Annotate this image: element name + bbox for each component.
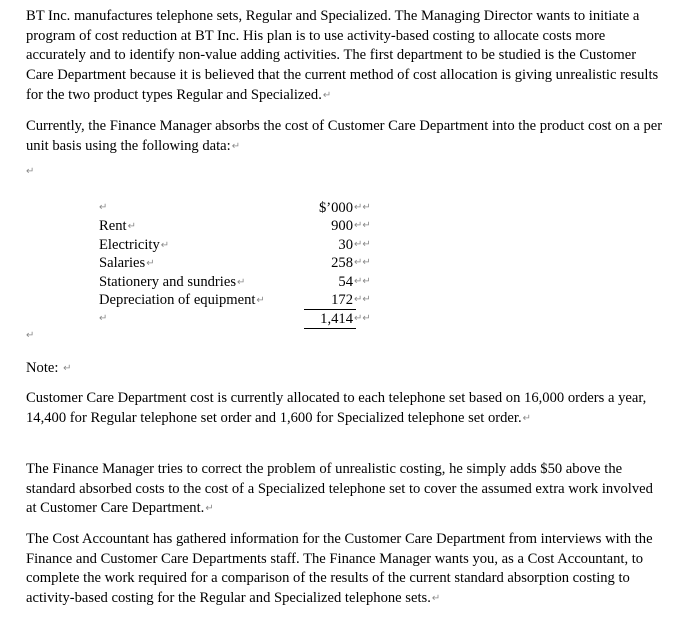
cell-end-mark-icon: ↵↵ — [354, 275, 371, 287]
cell-end-mark-icon: ↵↵ — [354, 220, 371, 231]
paragraph-mark-icon: ↵ — [99, 202, 108, 213]
adjustment-paragraph — [26, 460, 666, 519]
paragraph-mark-icon: ↵ — [160, 239, 170, 251]
paragraph-mark-icon: ↵ — [127, 221, 136, 232]
cell-end-mark-icon: ↵↵ — [354, 257, 371, 268]
row-label: Salaries↵ — [99, 255, 155, 271]
row-value: 900 — [331, 218, 353, 234]
row-label: Stationery and sundries↵ — [99, 273, 246, 290]
intro-text: BT Inc. manufactures telephone sets, Regular and Specialized. The Managing Director wants to initiate a program of cost reduction at BT Inc. His plan is to use activity-based costing to allocate costs more accurately and to identify non-value adding activities. The first department to be studied is the Customer Care Department because it is believed that the current method of cost allocation is giving unrealistic results for the two product types Regular and Specialized. — [26, 8, 659, 103]
row-label: Depreciation of equipment↵ — [99, 292, 265, 308]
intro-paragraph — [26, 7, 666, 106]
paragraph-mark-icon: ↵ — [522, 412, 532, 424]
total-underline — [304, 328, 356, 329]
task-text: The Cost Accountant has gathered information for the Customer Care Department from interviews with the Finance and Customer Care Departments staff. The Finance Manager wants you, as a Cost Accountant, to complete the work required for a comparison of the results of the current standard absorption costing to activity-based costing for the Regular and Specialized telephone sets. — [26, 531, 653, 607]
paragraph-mark-icon: ↵ — [205, 503, 214, 515]
paragraph-mark-icon: ↵ — [146, 258, 155, 269]
cell-end-mark-icon: ↵↵ — [354, 238, 371, 250]
note-text: Note: — [26, 360, 63, 376]
allocation-paragraph — [26, 389, 666, 428]
allocation-text: Customer Care Department cost is currently allocated to each telephone set based on 16,000 orders a year, 14,400 for Regular telephone set order and 1,600 for Specialized telephone set order. — [26, 390, 647, 426]
row-value: 258 — [331, 255, 353, 271]
table-row — [0, 254, 683, 273]
paragraph-mark-icon: ↵ — [26, 330, 35, 341]
table-row — [0, 291, 683, 310]
row-label: Electricity↵ — [99, 236, 170, 253]
row-value: 172 — [331, 292, 353, 308]
total-value: 1,414 — [320, 311, 353, 327]
row-value: 54 — [338, 273, 353, 290]
paragraph-mark-icon: ↵ — [431, 593, 441, 605]
column-header: $’000 — [318, 200, 353, 216]
table-row — [0, 217, 683, 236]
table-row — [0, 236, 683, 255]
paragraph-mark-icon: ↵ — [256, 295, 265, 306]
cell-end-mark-icon: ↵↵ — [354, 294, 371, 305]
cell-end-mark-icon: ↵↵ — [354, 313, 371, 324]
paragraph-mark-icon: ↵ — [322, 89, 332, 101]
paragraph-mark-icon: ↵ — [26, 166, 35, 177]
table-row — [0, 273, 683, 292]
paragraph-mark-icon: ↵ — [63, 363, 72, 374]
paragraph-mark-icon: ↵ — [231, 140, 241, 152]
paragraph-mark-icon: ↵ — [99, 313, 108, 324]
table-header-row — [0, 199, 683, 218]
row-label: Rent↵ — [99, 218, 136, 234]
cell-end-mark-icon: ↵↵ — [354, 202, 371, 213]
task-paragraph — [26, 530, 666, 609]
table-total-row — [0, 310, 683, 329]
note-heading — [26, 359, 666, 379]
paragraph-mark-icon: ↵ — [237, 276, 246, 288]
row-value: 30 — [338, 236, 353, 253]
method-paragraph — [26, 117, 666, 156]
method-text: Currently, the Finance Manager absorbs the cost of Customer Care Department into the product cost on a per unit basis using the following data: — [26, 118, 663, 154]
adjustment-text: The Finance Manager tries to correct the problem of unrealistic costing, he simply adds $50 above the standard absorbed costs to the cost of a Specialized telephone set to cover the assumed extra work involved at Customer Care Department. — [26, 461, 653, 517]
